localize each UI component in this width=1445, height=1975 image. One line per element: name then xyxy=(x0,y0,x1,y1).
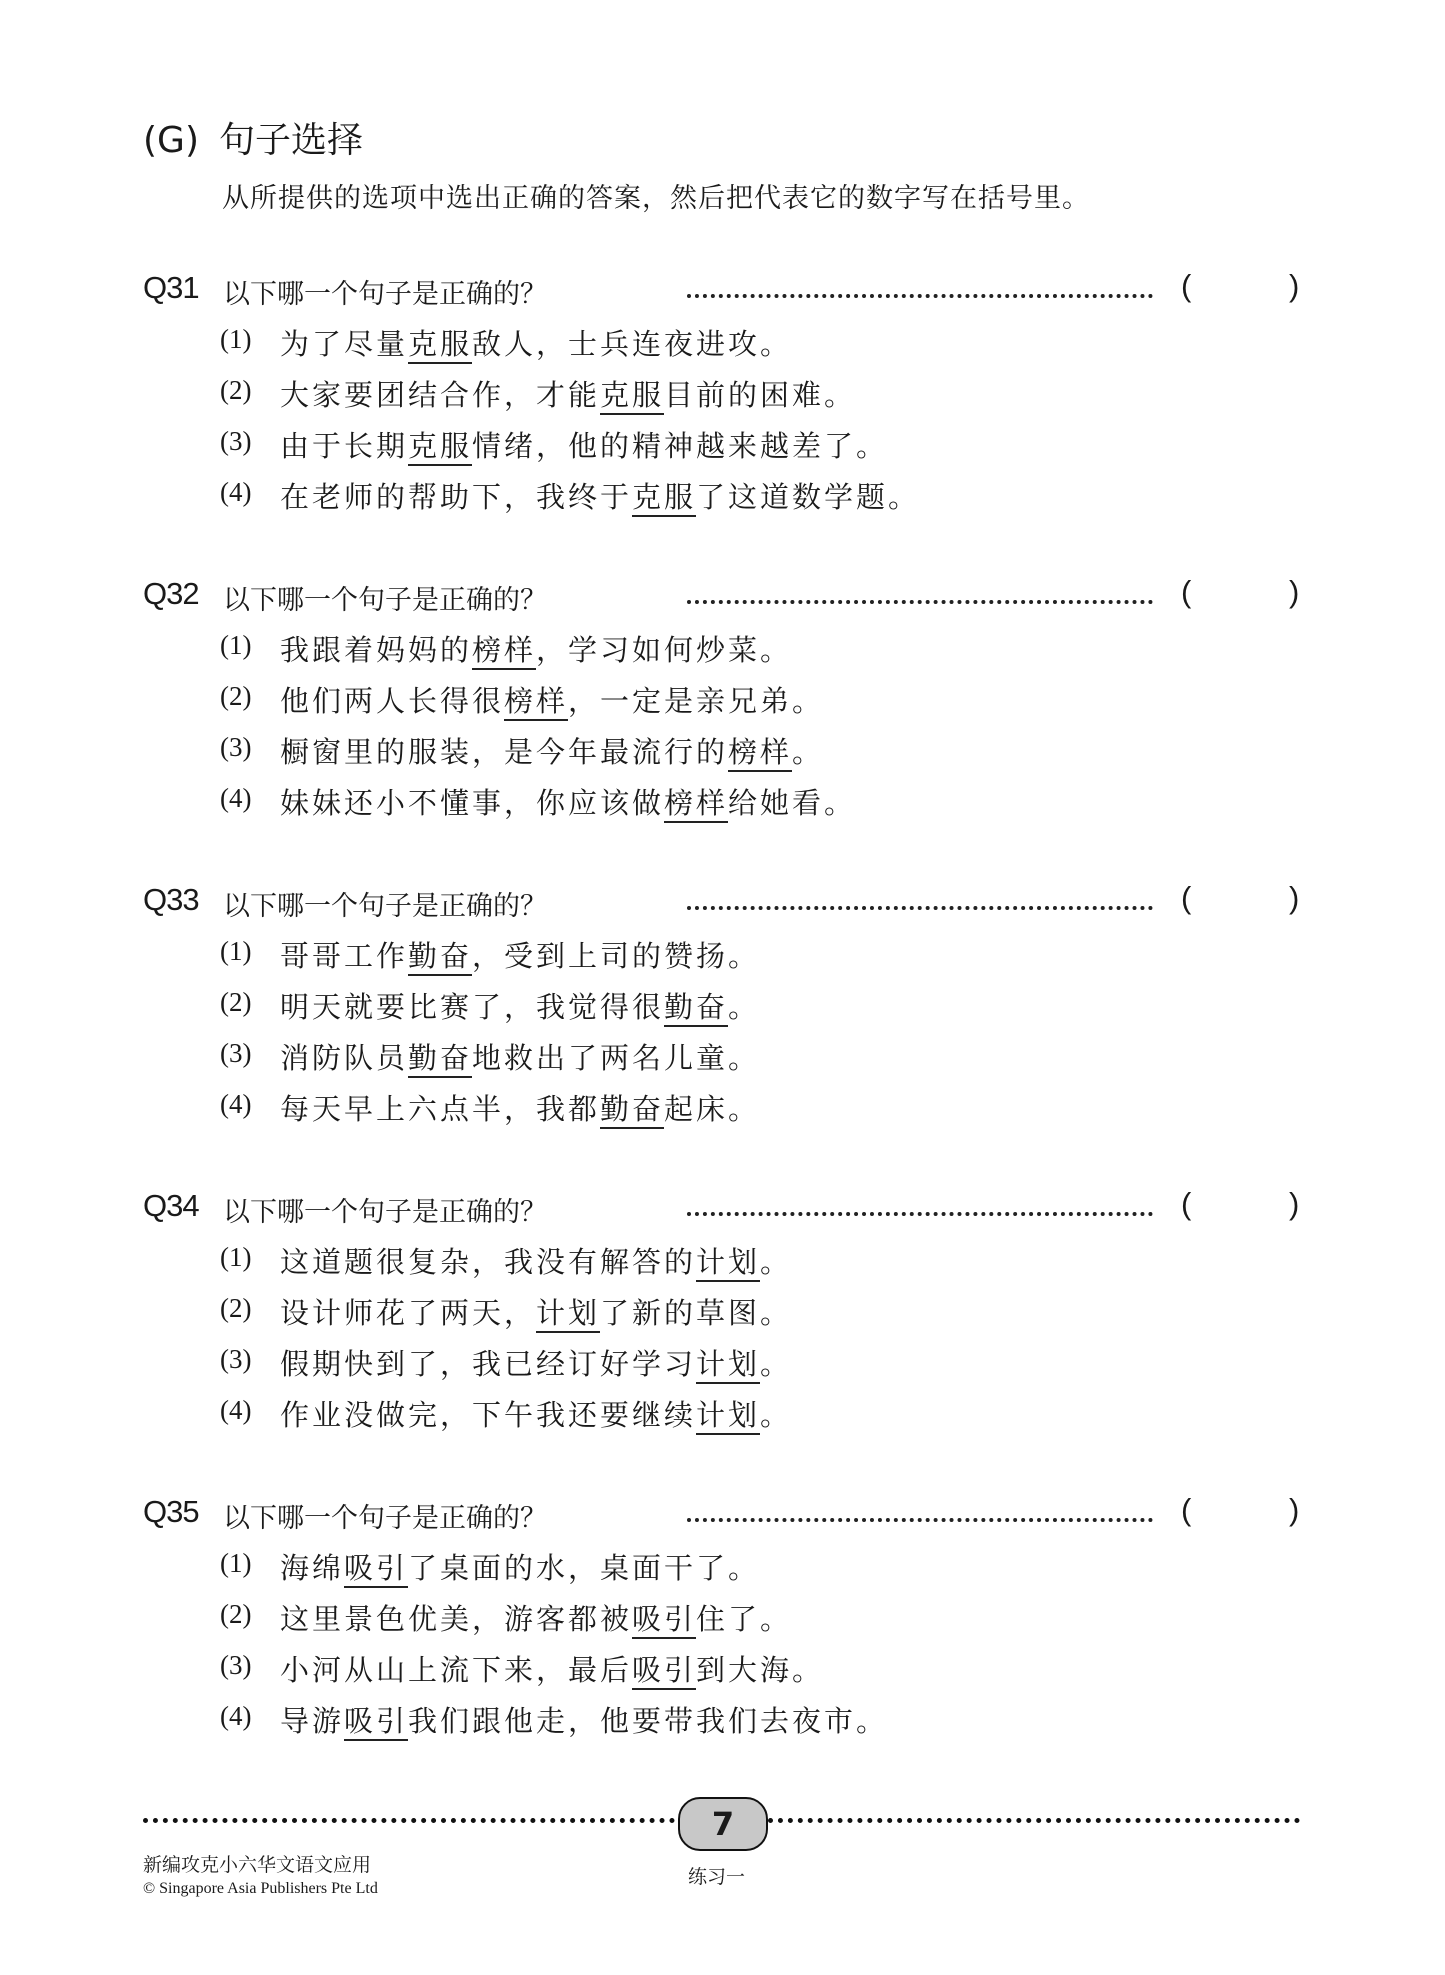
question-text: 以下哪一个句子是正确的？ xyxy=(223,1503,547,1534)
question-number: Q33 xyxy=(143,882,199,917)
option xyxy=(143,624,1323,675)
underlined-word: 榜样 xyxy=(504,684,568,721)
question-text: 以下哪一个句子是正确的？ xyxy=(223,585,547,616)
question-q35 xyxy=(143,1492,1323,1746)
option-text-after: 敌人，士兵连夜进攻。 xyxy=(472,327,793,361)
option-text xyxy=(280,1291,792,1332)
copyright: © Singapore Asia Publishers Pte Ltd xyxy=(143,1880,378,1897)
option-number: (1) xyxy=(220,1242,252,1272)
option-text xyxy=(280,679,824,720)
option-number: (2) xyxy=(220,681,252,711)
option-text-before: 大家要团结合作，才能 xyxy=(280,378,601,412)
underlined-word: 计划 xyxy=(536,1296,600,1333)
underlined-word: 吸引 xyxy=(344,1551,408,1588)
option-text-after: 。 xyxy=(760,1245,793,1279)
option-text xyxy=(280,1546,760,1587)
option-text-before: 海绵 xyxy=(280,1551,345,1585)
option-text xyxy=(280,1648,824,1689)
option-number: (3) xyxy=(220,1038,252,1068)
option xyxy=(143,1236,1323,1287)
option-number: (4) xyxy=(220,783,252,813)
option-text xyxy=(280,1699,888,1740)
option-number: (4) xyxy=(220,1701,252,1731)
question-q34 xyxy=(143,1186,1323,1440)
option-text-after: 起床。 xyxy=(664,1092,761,1126)
exercise-label: 练习一 xyxy=(688,1866,746,1888)
dotted-leader xyxy=(687,600,1153,604)
option-text-after: ，一定是亲兄弟。 xyxy=(568,684,825,718)
underlined-word: 榜样 xyxy=(728,735,792,772)
option-text xyxy=(280,1342,792,1383)
option-number: (3) xyxy=(220,1344,252,1374)
option-text-before: 为了尽量 xyxy=(280,327,409,361)
option-text-before: 假期快到了，我已经订好学习 xyxy=(280,1347,697,1381)
answer-bracket-open[interactable]: ( xyxy=(1181,1492,1192,1527)
instruction: 从所提供的选项中选出正确的答案，然后把代表它的数字写在括号里。 xyxy=(222,183,1090,214)
answer-bracket-open[interactable]: ( xyxy=(1181,880,1192,915)
option-text-after: 。 xyxy=(792,735,825,769)
option xyxy=(143,930,1323,981)
option xyxy=(143,1593,1323,1644)
option-text xyxy=(280,1087,760,1128)
underlined-word: 克服 xyxy=(408,429,472,466)
option-number: (4) xyxy=(220,1395,252,1425)
underlined-word: 克服 xyxy=(600,378,664,415)
option-text-before: 哥哥工作 xyxy=(280,939,409,973)
underlined-word: 勤奋 xyxy=(664,990,728,1027)
option-text xyxy=(280,424,888,465)
option-text-before: 这道题很复杂，我没有解答的 xyxy=(280,1245,697,1279)
answer-bracket-close[interactable]: ) xyxy=(1289,1492,1300,1527)
question-number: Q32 xyxy=(143,576,199,611)
option xyxy=(143,1083,1323,1134)
option-number: (3) xyxy=(220,1650,252,1680)
underlined-word: 克服 xyxy=(632,480,696,517)
answer-bracket-close[interactable]: ) xyxy=(1289,574,1300,609)
option-text xyxy=(280,934,760,975)
option-text-before: 消防队员 xyxy=(280,1041,409,1075)
option-text-after: 我们跟他走，他要带我们去夜市。 xyxy=(408,1704,889,1738)
question-q31 xyxy=(143,268,1323,522)
section-heading xyxy=(143,112,363,163)
underlined-word: 克服 xyxy=(408,327,472,364)
option-text-after: 。 xyxy=(728,990,761,1024)
option-number: (4) xyxy=(220,1089,252,1119)
underlined-word: 勤奋 xyxy=(600,1092,664,1129)
dotted-leader xyxy=(687,906,1153,910)
option-text-before: 由于长期 xyxy=(280,429,409,463)
option-text-before: 每天早上六点半，我都 xyxy=(280,1092,601,1126)
option-text-after: ，受到上司的赞扬。 xyxy=(472,939,761,973)
option xyxy=(143,1542,1323,1593)
option-text xyxy=(280,628,792,669)
question-q32 xyxy=(143,574,1323,828)
book-title: 新编攻克小六华文语文应用 xyxy=(143,1854,372,1876)
option-text xyxy=(280,373,856,414)
question-text: 以下哪一个句子是正确的？ xyxy=(223,279,547,310)
option-text-after: 了桌面的水，桌面干了。 xyxy=(408,1551,761,1585)
option-text xyxy=(280,1036,760,1077)
answer-bracket-close[interactable]: ) xyxy=(1289,880,1300,915)
option-text xyxy=(280,730,824,771)
option-number: (2) xyxy=(220,1599,252,1629)
underlined-word: 吸引 xyxy=(632,1602,696,1639)
underlined-word: 勤奋 xyxy=(408,1041,472,1078)
option-text-after: 了新的草图。 xyxy=(600,1296,793,1330)
underlined-word: 榜样 xyxy=(472,633,536,670)
question-header xyxy=(143,1492,1323,1542)
question-text: 以下哪一个句子是正确的？ xyxy=(223,1197,547,1228)
option-number: (2) xyxy=(220,375,252,405)
dotted-leader xyxy=(687,1212,1153,1216)
option-number: (3) xyxy=(220,732,252,762)
dotted-leader xyxy=(687,1518,1153,1522)
footer-divider-right xyxy=(768,1818,1300,1823)
question-header xyxy=(143,574,1323,624)
option-number: (1) xyxy=(220,936,252,966)
option-number: (4) xyxy=(220,477,252,507)
option-text-after: 给她看。 xyxy=(728,786,857,820)
section-title: 句子选择 xyxy=(219,120,364,161)
option-text-after: 目前的困难。 xyxy=(664,378,857,412)
answer-bracket-close[interactable]: ) xyxy=(1289,268,1300,303)
option xyxy=(143,369,1323,420)
option xyxy=(143,1644,1323,1695)
option xyxy=(143,675,1323,726)
question-header xyxy=(143,1186,1323,1236)
option-text-after: 了这道数学题。 xyxy=(696,480,921,514)
option-text-before: 这里景色优美，游客都被 xyxy=(280,1602,633,1636)
option-number: (2) xyxy=(220,987,252,1017)
option-text-after: 住了。 xyxy=(696,1602,793,1636)
option-number: (3) xyxy=(220,426,252,456)
option-text-before: 他们两人长得很 xyxy=(280,684,505,718)
answer-bracket-open[interactable]: ( xyxy=(1181,268,1192,303)
option-number: (1) xyxy=(220,1548,252,1578)
option xyxy=(143,1338,1323,1389)
question-number: Q34 xyxy=(143,1188,199,1223)
question-q33 xyxy=(143,880,1323,1134)
underlined-word: 吸引 xyxy=(344,1704,408,1741)
option-text-after: 。 xyxy=(760,1398,793,1432)
option xyxy=(143,777,1323,828)
option-text-before: 我跟着妈妈的 xyxy=(280,633,473,667)
answer-bracket-close[interactable]: ) xyxy=(1289,1186,1300,1221)
option-text-after: 地救出了两名儿童。 xyxy=(472,1041,761,1075)
option xyxy=(143,1695,1323,1746)
option-text-before: 小河从山上流下来，最后 xyxy=(280,1653,633,1687)
question-number: Q35 xyxy=(143,1494,199,1529)
underlined-word: 勤奋 xyxy=(408,939,472,976)
option-text-after: ，学习如何炒菜。 xyxy=(536,633,793,667)
option-text xyxy=(280,322,792,363)
underlined-word: 吸引 xyxy=(632,1653,696,1690)
option-text-before: 设计师花了两天， xyxy=(280,1296,537,1330)
page-number: 7 xyxy=(678,1797,768,1851)
option xyxy=(143,420,1323,471)
option-text-before: 导游 xyxy=(280,1704,345,1738)
option-text-before: 妹妹还小不懂事，你应该做 xyxy=(280,786,665,820)
option xyxy=(143,1287,1323,1338)
question-text: 以下哪一个句子是正确的？ xyxy=(223,891,547,922)
option-number: (2) xyxy=(220,1293,252,1323)
option-text-before: 在老师的帮助下，我终于 xyxy=(280,480,633,514)
underlined-word: 计划 xyxy=(696,1398,760,1435)
footer-divider-left xyxy=(143,1818,675,1823)
option xyxy=(143,1032,1323,1083)
underlined-word: 计划 xyxy=(696,1347,760,1384)
dotted-leader xyxy=(687,294,1153,298)
option-text-after: 情绪，他的精神越来越差了。 xyxy=(472,429,889,463)
option xyxy=(143,1389,1323,1440)
option-text xyxy=(280,1393,792,1434)
option-number: (1) xyxy=(220,630,252,660)
option-text-before: 明天就要比赛了，我觉得很 xyxy=(280,990,665,1024)
answer-bracket-open[interactable]: ( xyxy=(1181,1186,1192,1221)
option xyxy=(143,318,1323,369)
option-text xyxy=(280,1240,792,1281)
question-number: Q31 xyxy=(143,270,199,305)
option-text-before: 作业没做完，下午我还要继续 xyxy=(280,1398,697,1432)
answer-bracket-open[interactable]: ( xyxy=(1181,574,1192,609)
option xyxy=(143,981,1323,1032)
underlined-word: 计划 xyxy=(696,1245,760,1282)
section-label: (G) xyxy=(143,120,199,161)
option-text-after: 到大海。 xyxy=(696,1653,825,1687)
option xyxy=(143,471,1323,522)
option-text-before: 橱窗里的服装，是今年最流行的 xyxy=(280,735,729,769)
option-text xyxy=(280,781,856,822)
option-number: (1) xyxy=(220,324,252,354)
option xyxy=(143,726,1323,777)
option-text xyxy=(280,985,760,1026)
option-text xyxy=(280,475,920,516)
underlined-word: 榜样 xyxy=(664,786,728,823)
option-text-after: 。 xyxy=(760,1347,793,1381)
option-text xyxy=(280,1597,792,1638)
question-header xyxy=(143,268,1323,318)
question-header xyxy=(143,880,1323,930)
